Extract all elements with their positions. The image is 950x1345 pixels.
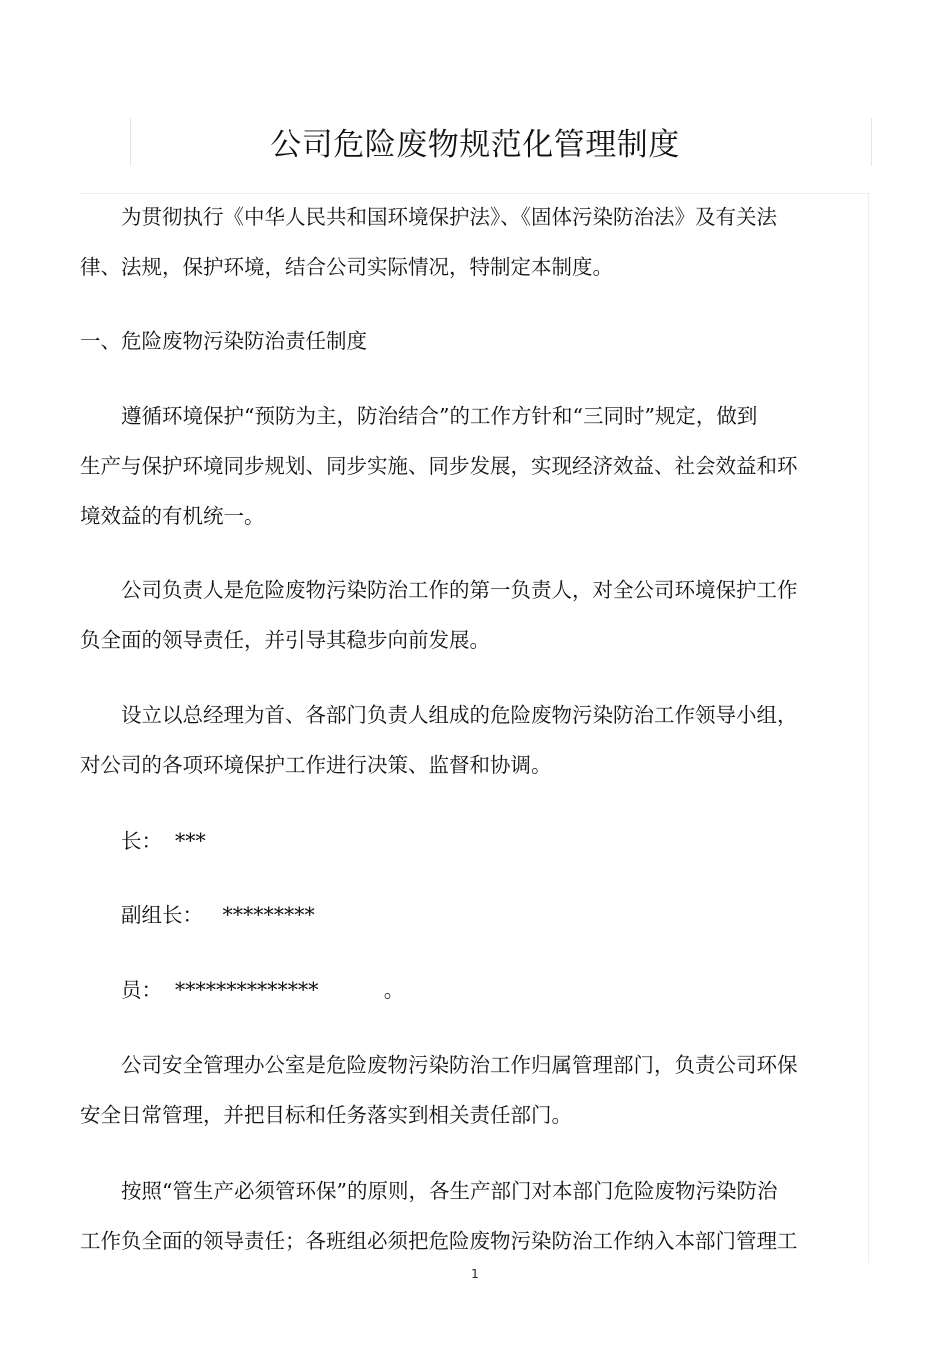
safety-office-paragraph [80, 1040, 815, 1140]
department-duty-paragraph [80, 1166, 815, 1266]
roster-deputy: 副组长： ********* [121, 903, 315, 927]
intro-line-1: 为贯彻执行《中华人民共和国环境保护法》、《固体污染防治法》及有关法 [121, 205, 777, 229]
safety-office-line-1: 公司安全管理办公室是危险废物污染防治工作归属管理部门，负责公司环保 [121, 1053, 798, 1077]
department-line-2: 工作负全面的领导责任；各班组必须把危险废物污染防治工作纳入本部门管理工 [80, 1229, 798, 1253]
leadership-line-1: 设立以总经理为首、各部门负责人组成的危险废物污染防治工作领导小组， [121, 703, 798, 727]
intro-line-2: 律、法规，保护环境，结合公司实际情况，特制定本制度。 [80, 255, 613, 279]
page-number: 1 [471, 1267, 479, 1281]
right-margin-line [868, 193, 869, 1263]
intro-paragraph [80, 192, 815, 292]
principle-line-2: 生产与保护环境同步规划、同步实施、同步发展，实现经济效益、社会效益和环 [80, 454, 798, 478]
safety-office-line-2: 安全日常管理，并把目标和任务落实到相关责任部门。 [80, 1103, 572, 1127]
roster-members: 员： ************** 。 [121, 978, 405, 1002]
responsibility-paragraph [80, 565, 815, 665]
department-line-1: 按照“管生产必须管环保”的原则，各生产部门对本部门危险废物污染防治 [121, 1179, 778, 1203]
principle-paragraph [80, 391, 815, 541]
roster-leader: 长： *** [121, 829, 206, 853]
document-title: 公司危险废物规范化管理制度 [270, 127, 680, 163]
principle-line-3: 境效益的有机统一。 [80, 504, 265, 528]
leadership-line-2: 对公司的各项环境保护工作进行决策、监督和协调。 [80, 753, 552, 777]
principle-line-1: 遵循环境保护“预防为主，防治结合”的工作方针和“三同时”规定，做到 [121, 404, 758, 428]
responsibility-line-1: 公司负责人是危险废物污染防治工作的第一负责人，对全公司环境保护工作 [121, 578, 798, 602]
section-heading-1: 一、危险废物污染防治责任制度 [80, 329, 367, 353]
leadership-group-paragraph [80, 690, 815, 790]
responsibility-line-2: 负全面的领导责任，并引导其稳步向前发展。 [80, 628, 490, 652]
